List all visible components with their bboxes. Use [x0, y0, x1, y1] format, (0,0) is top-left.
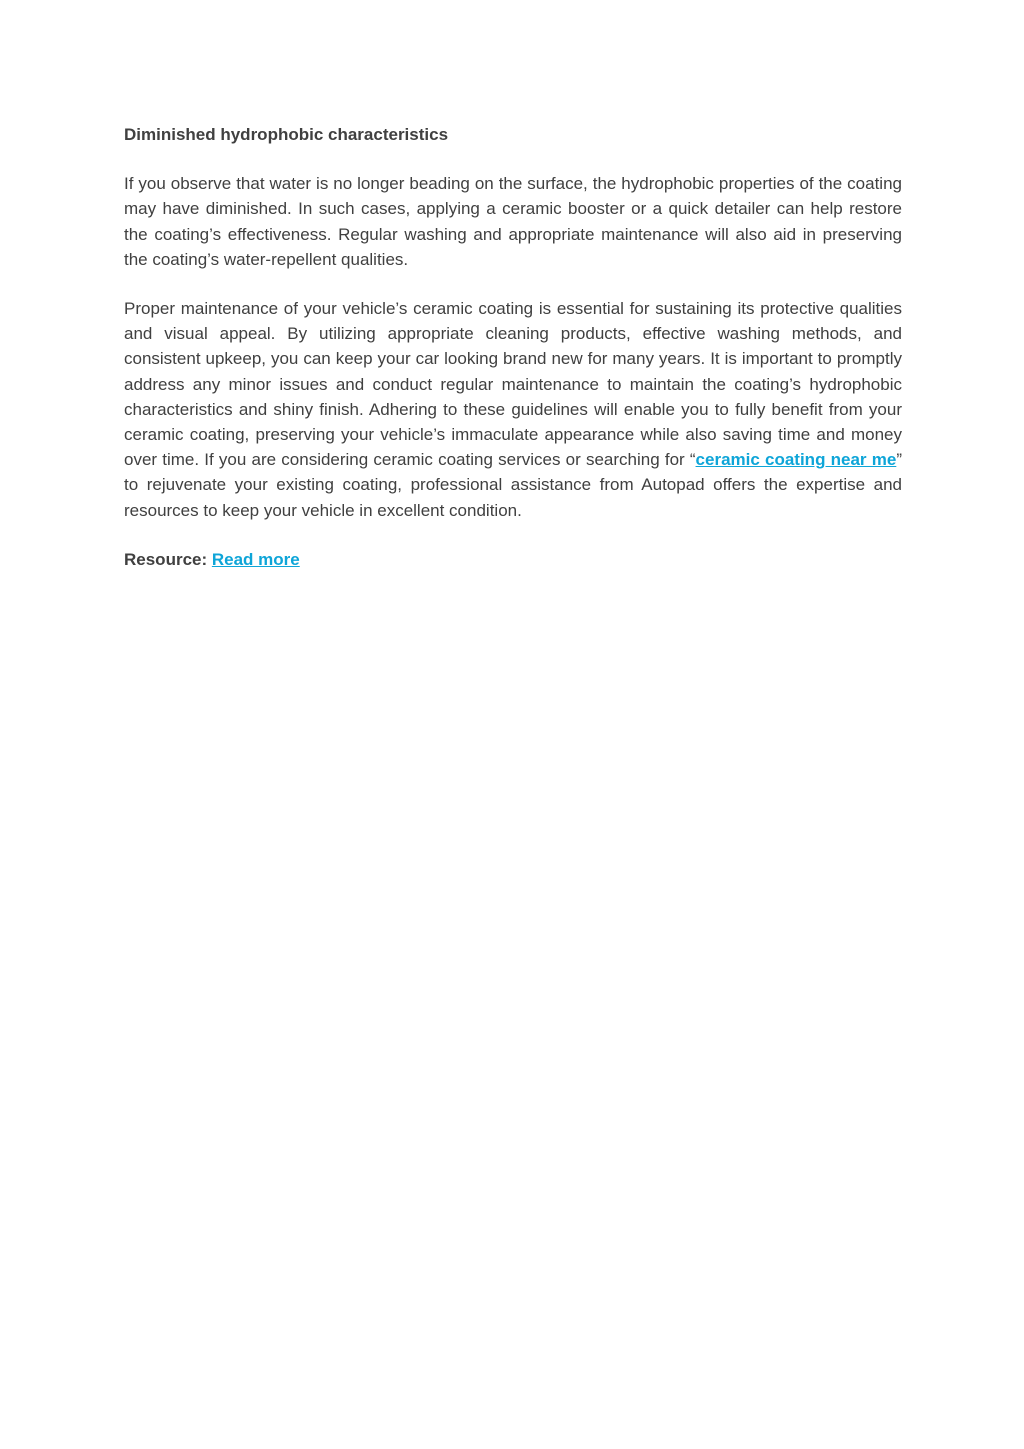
resource-label: Resource:: [124, 549, 212, 569]
resource-line: [124, 547, 902, 572]
section-heading: Diminished hydrophobic characteristics: [124, 125, 449, 144]
document-page: [124, 122, 902, 572]
read-more-link[interactable]: Read more: [211, 549, 300, 569]
paragraph-maintenance: [124, 296, 902, 523]
paragraph-maintenance-text-after: ” to rejuvenate your existing coating, professional assistance from Autopad offers the expertise and resources to keep your vehicle in excellent condition.: [124, 450, 902, 520]
paragraph-hydrophobic: If you observe that water is no longer beading on the surface, the hydrophobic properties of the coating may have diminished. In such cases, applying a ceramic booster or a quick detailer can help restore the coating’s effectiveness. Regular washing and appropriate maintenance will also aid in preserving the coating’s water-repellent qualities.: [124, 174, 902, 269]
ceramic-coating-near-me-link[interactable]: ceramic coating near me: [695, 450, 897, 470]
paragraph-maintenance-text-before: Proper maintenance of your vehicle’s ceramic coating is essential for sustaining its protective qualities and visual appeal. By utilizing appropriate cleaning products, effective washing methods, and consistent upkeep, you can keep your car looking brand new for many years. It is important to promptly address any minor issues and conduct regular maintenance to maintain the coating’s hydrophobic characteristics and shiny finish. Adhering to these guidelines will enable you to fully benefit from your ceramic coating, preserving your vehicle’s immaculate appearance while also saving time and money over time. If you are considering ceramic coating services or searching for “: [124, 299, 902, 470]
